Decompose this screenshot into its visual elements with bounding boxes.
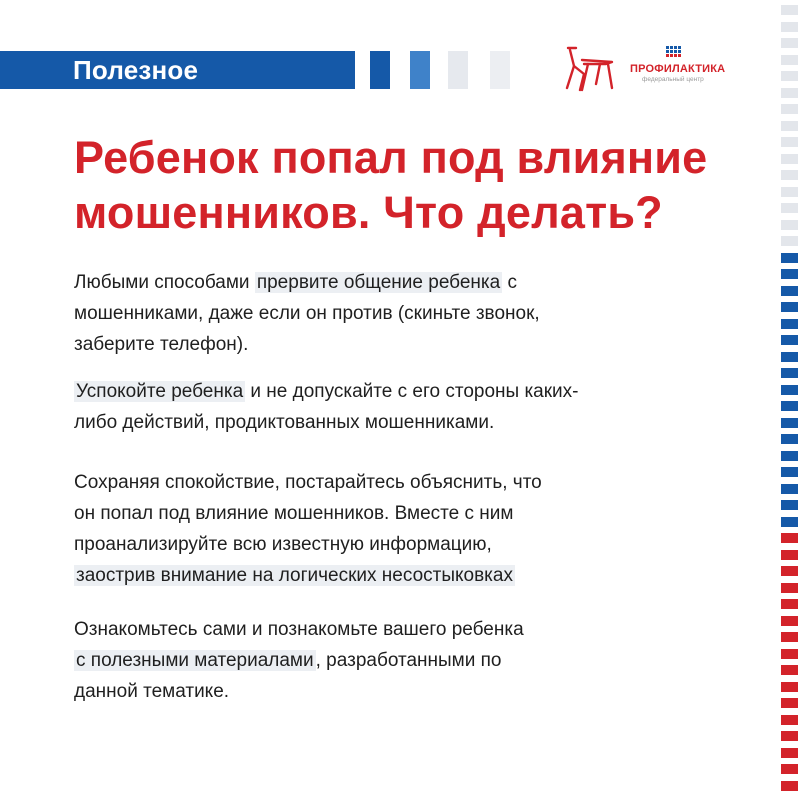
side-square	[781, 649, 798, 659]
side-square	[781, 236, 798, 246]
side-square	[781, 104, 798, 114]
page-title-line-2: мошенников. Что делать?	[74, 187, 663, 238]
side-square	[781, 269, 798, 279]
side-square	[781, 71, 798, 81]
logo-chair-figure-icon	[562, 44, 622, 94]
side-square	[781, 682, 798, 692]
side-square	[781, 22, 798, 32]
side-square	[781, 781, 798, 791]
side-square	[781, 484, 798, 494]
side-square	[781, 220, 798, 230]
side-square	[781, 517, 798, 527]
paragraph-4	[74, 614, 524, 707]
paragraph-3-line-3: проанализируйте всю известную информацию,	[74, 534, 492, 555]
paragraph-1	[74, 267, 540, 360]
paragraph-3-line-1: Сохраняя спокойствие, постарайтесь объяснить, что	[74, 472, 542, 493]
side-square	[781, 88, 798, 98]
side-square	[781, 55, 798, 65]
side-square	[781, 137, 798, 147]
paragraph-4-highlight: с полезными материалами	[76, 650, 314, 671]
logo-name: ПРОФИЛАКТИКА	[630, 63, 726, 75]
logo	[562, 42, 732, 98]
side-square	[781, 715, 798, 725]
paragraph-4-line-3: данной тематике.	[74, 681, 230, 702]
paragraph-2-highlight: Успокойте ребенка	[76, 381, 244, 402]
side-square	[781, 698, 798, 708]
side-square	[781, 764, 798, 774]
side-square	[781, 38, 798, 48]
side-decoration-column	[776, 0, 800, 800]
side-square	[781, 352, 798, 362]
paragraph-3-highlight: заострив внимание на логических несостыковках	[76, 565, 513, 586]
paragraph-2-text: и не допускайте с его стороны каких-	[245, 381, 579, 402]
header-square-1	[370, 51, 390, 89]
side-square	[781, 632, 798, 642]
side-square	[781, 583, 798, 593]
paragraph-1-line-2: мошенниками, даже если он против (скиньте звонок,	[74, 303, 540, 324]
section-label: Полезное	[73, 55, 199, 85]
side-square	[781, 418, 798, 428]
side-square	[781, 665, 798, 675]
side-square	[781, 154, 798, 164]
header-square-4	[490, 51, 510, 89]
side-square	[781, 434, 798, 444]
paragraph-3-line-2: он попал под влияние мошенников. Вместе с ним	[74, 503, 514, 524]
side-square	[781, 731, 798, 741]
side-square	[781, 121, 798, 131]
side-square	[781, 203, 798, 213]
side-square	[781, 187, 798, 197]
side-square	[781, 550, 798, 560]
paragraph-1-text-end: с	[502, 272, 517, 293]
page-title	[74, 130, 714, 240]
side-square	[781, 253, 798, 263]
side-square	[781, 319, 798, 329]
paragraph-1-line-3: заберите телефон).	[74, 334, 249, 355]
side-square	[781, 385, 798, 395]
paragraph-1-highlight: прервите общение ребенка	[256, 272, 501, 293]
header-square-3	[448, 51, 468, 89]
side-square	[781, 533, 798, 543]
logo-dot-grid-icon	[666, 46, 688, 60]
side-square	[781, 170, 798, 180]
side-square	[781, 335, 798, 345]
side-square	[781, 286, 798, 296]
side-square	[781, 5, 798, 15]
paragraph-2-line-2: либо действий, продиктованных мошенниками.	[74, 412, 495, 433]
side-square	[781, 302, 798, 312]
side-square	[781, 467, 798, 477]
side-square	[781, 566, 798, 576]
side-square	[781, 500, 798, 510]
paragraph-4-line-1: Ознакомьтесь сами и познакомьте вашего ребенка	[74, 619, 524, 640]
side-square	[781, 401, 798, 411]
paragraph-4-text-end: , разработанными по	[315, 650, 502, 671]
page-title-line-1: Ребенок попал под влияние	[74, 132, 708, 183]
side-square	[781, 599, 798, 609]
side-square	[781, 368, 798, 378]
paragraph-1-text: Любыми способами	[74, 272, 255, 293]
paragraph-2	[74, 376, 579, 438]
side-square	[781, 748, 798, 758]
side-square	[781, 451, 798, 461]
paragraph-3	[74, 467, 542, 591]
side-square	[781, 616, 798, 626]
logo-subtitle: федеральный центр	[642, 76, 704, 83]
header-square-2	[410, 51, 430, 89]
